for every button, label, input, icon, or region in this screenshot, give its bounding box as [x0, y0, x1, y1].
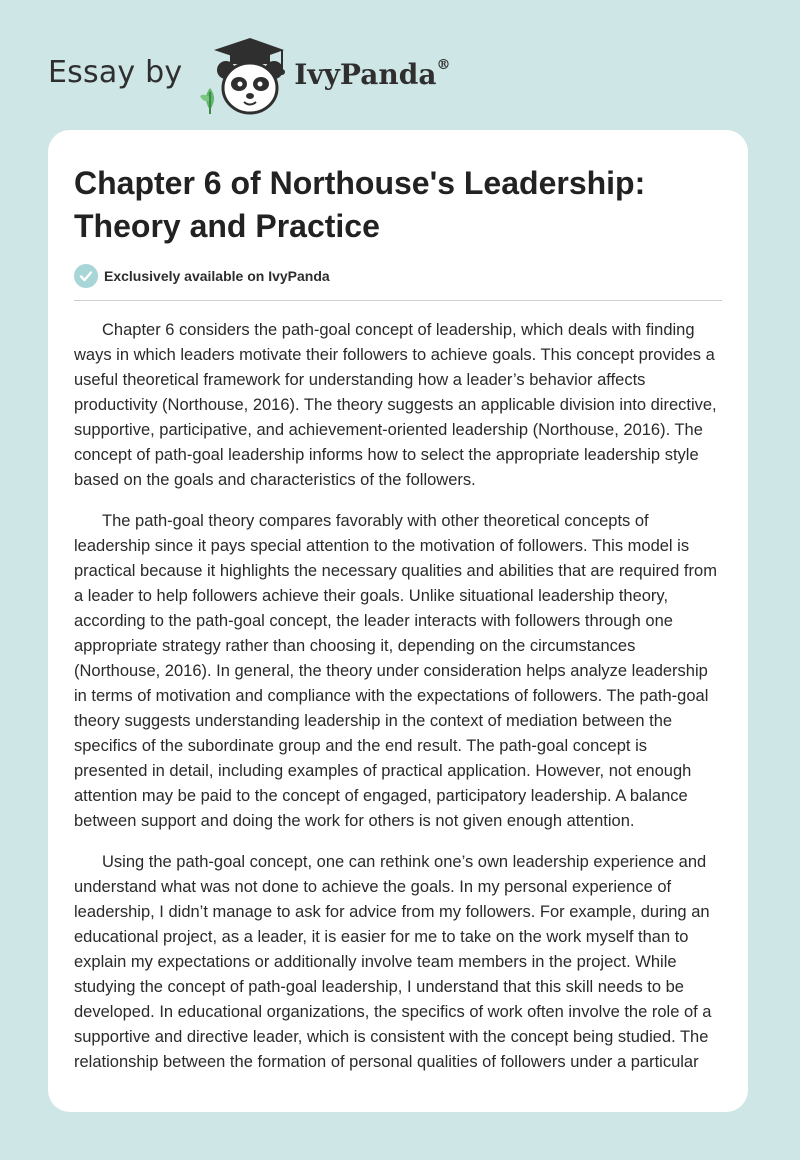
page-title: Chapter 6 of Northouse's Leadership: Theory and Practice: [74, 165, 646, 244]
badge-label: Exclusively available on IvyPanda: [104, 268, 330, 284]
site-header: [48, 36, 450, 116]
essay-by-label: Essay by: [48, 54, 183, 90]
check-icon: [74, 264, 98, 288]
article-body: [74, 318, 722, 1075]
paragraph: The path-goal theory compares favorably with other theoretical concepts of leadership since it pays special attention to the motivation of followers. This model is practical because it highlights the necessary qualities and abilities that are required from a leader to help followers achieve their goals. Unlike situational leadership theory, according to the path-goal concept, the leader interacts with followers through one appropriate strategy rather than choosing it, depending on the circumstances (Northouse, 2016). In general, the theory under consideration helps analyze leadership in terms of motivation and compliance with the expectations of followers. The path-goal theory suggests understanding leadership in the context of mediation between the specifics of the subordinate group and the end result. The path-goal concept is presented in detail, including examples of practical application. However, not enough attention may be paid to the concept of engaged, participatory leadership. A balance between support and doing the work for others is not given enough attention.: [74, 512, 717, 830]
paragraph: Using the path-goal concept, one can rethink one’s own leadership experience and understand what was not done to achieve the goals. In my personal experience of leadership, I didn’t manage to ask for advice from my followers. For example, during an educational project, as a leader, it is easier for me to take on the work myself than to explain my expectations or additionally involve team members in the project. While studying the concept of path-goal leadership, I understand that this skill needs to be developed. In educational organizations, the specifics of work often involve the role of a supportive and directive leader, which is consistent with the concept being studied. The relationship between the formation of personal qualities of followers under a particular: [74, 853, 712, 1071]
article-card: [48, 130, 748, 1112]
paragraph: Chapter 6 considers the path-goal concept of leadership, which deals with finding ways in which leaders motivate their followers to achieve goals. This concept provides a useful theoretical framework for understanding how a leader’s behavior affects productivity (Northouse, 2016). The theory suggests an applicable division into directive, supportive, participative, and achievement-oriented leadership (Northouse, 2016). The concept of path-goal leadership informs how to select the appropriate leadership style based on the goals and characteristics of the followers.: [74, 321, 717, 489]
panda-graduate-icon[interactable]: [196, 36, 290, 116]
exclusive-badge: [74, 264, 722, 301]
brand-name[interactable]: IvyPanda®: [294, 57, 451, 91]
